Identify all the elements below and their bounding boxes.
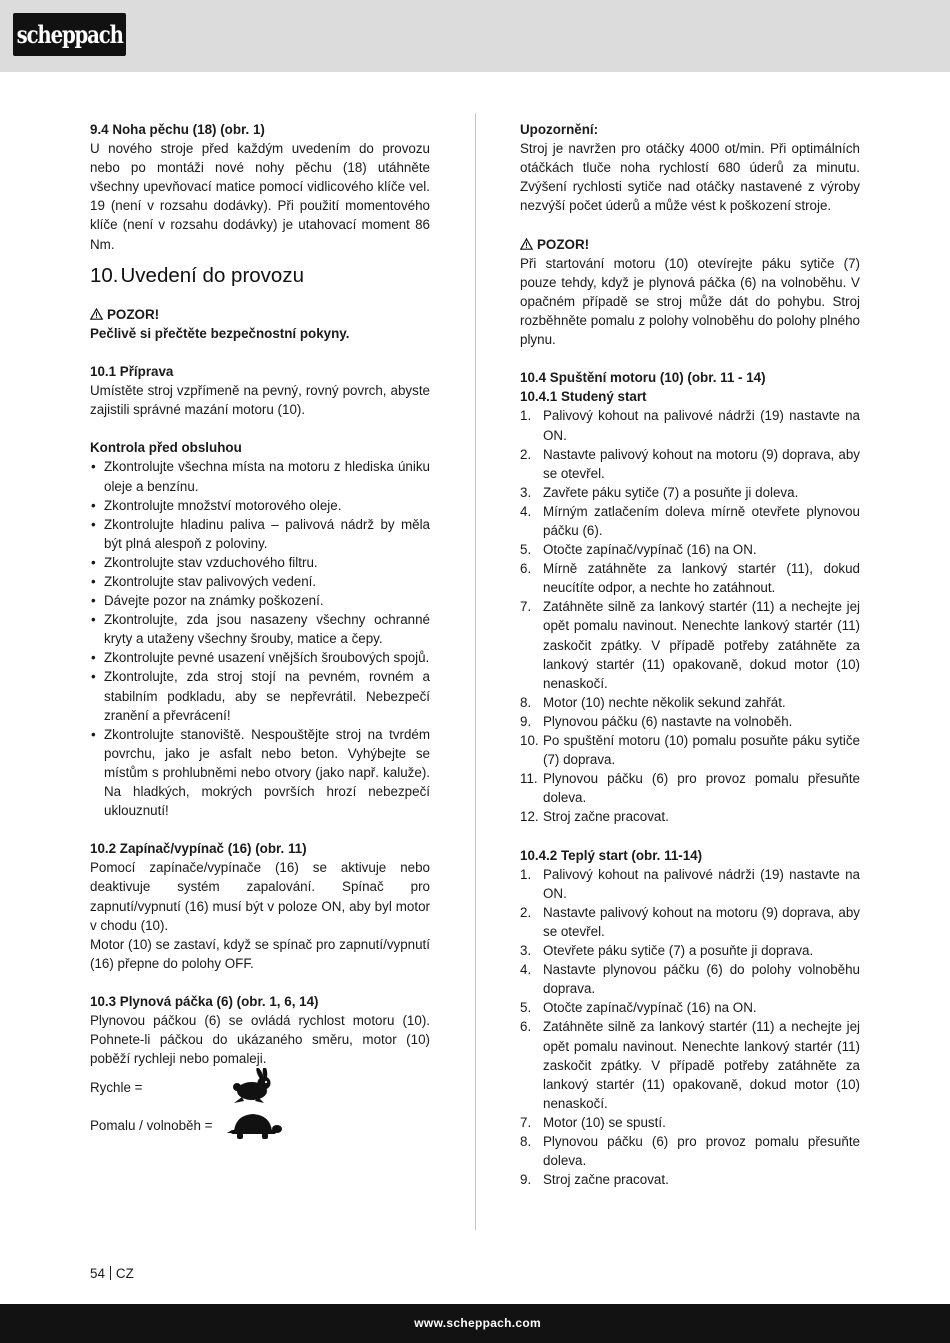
warm-start-steps [520, 865, 860, 1190]
list-item: 1. Palivový kohout na palivové nádrži (19) nastavte na ON. [520, 866, 860, 901]
warning-triangle-icon [90, 308, 103, 320]
fast-row [90, 1068, 430, 1106]
list-item: • Zkontrolujte, zda jsou nasazeny všechny ochranné kryty a utaženy všechny šrouby, matice a čepy. [90, 610, 430, 648]
list-item: • Zkontrolujte pevné usazení vnějších šroubových spojů. [90, 648, 430, 667]
warning-text-right: Při startování motoru (10) otevírejte páku sytiče (7) pouze tehdy, když je plynová páčka (6) na volnoběhu. V opačném případě se stroj může dát do pohybu. Stroj rozběhněte pomalu z polohy volnoběhu do polohy plného plynu. [520, 255, 860, 348]
header-band [0, 0, 950, 72]
page-number: 54 [90, 1266, 105, 1281]
section-heading-10-3: 10.3 Plynová páčka (6) (obr. 1, 6, 14) [90, 994, 319, 1010]
warning-title-right [520, 235, 860, 254]
warning-label: POZOR! [107, 306, 160, 322]
list-item: • Zkontrolujte množství motorového oleje. [90, 496, 430, 515]
list-item: • Zkontrolujte hladinu paliva – palivová nádrž by měla být plná alespoň z poloviny. [90, 515, 430, 553]
chapter-number: 10. [90, 263, 119, 287]
subsection-heading-10-4-1: 10.4.1 Studený start [520, 389, 647, 405]
warning-label-right: POZOR! [537, 236, 590, 252]
list-item: 3. Zavřete páku sytiče (7) a posuňte ji doleva. [520, 484, 799, 500]
warning-title [90, 305, 430, 324]
brand-logo [13, 13, 126, 56]
list-item: 3. Otevřete páku sytiče (7) a posuňte ji doprava. [520, 943, 814, 959]
column-divider [475, 113, 476, 1230]
list-item: • Zkontrolujte, zda stroj stojí na pevném, rovném a stabilním podkladu, aby se nepřevrátil. Nebezpečí zranění a převrácení! [90, 667, 430, 724]
right-column [520, 120, 860, 1189]
website-link[interactable]: www.scheppach.com [414, 1316, 541, 1330]
warning-text: Pečlivě si přečtěte bezpečnostní pokyny. [90, 325, 350, 341]
list-item: 7. Zatáhněte silně za lankový startér (11) a nechejte jej opět pomalu navinout. Nenechte lankový startér (11) zaskočit zpátky. V případě potřeby zatáhněte za lankový startér (11) opakovaně, dokud motor (10) nenaskočí. [520, 599, 860, 691]
list-item: 9. Plynovou páčku (6) nastavte na volnoběh. [520, 713, 793, 729]
section-text-10-2b: Motor (10) se zastaví, když se spínač pro zapnutí/vypnutí (16) přepne do polohy OFF. [90, 936, 430, 971]
turtle-icon [226, 1109, 282, 1141]
section-text-10-1: Umístěte stroj vzpřímeně na pevný, rovný povrch, abyste zajistili správné mazání motoru (10). [90, 383, 430, 418]
list-item: 7. Motor (10) se spustí. [520, 1114, 666, 1130]
list-item: • Zkontrolujte všechna místa na motoru z hlediska úniku oleje a benzínu. [90, 457, 430, 495]
list-item: 2. Nastavte palivový kohout na motoru (9) doprava, aby se otevřel. [520, 446, 860, 481]
section-text-9-4: U nového stroje před každým uvedením do provozu nebo po montáži nové nohy pěchu (18) utáhněte všechny upevňovací matice pomocí vidlicového klíče vel. 19 (není v rozsahu dodávky). Při použití momentového klíče (není v rozsahu dodávky) je utahovací moment 86 Nm. [90, 141, 430, 252]
section-heading-10-1: 10.1 Příprava [90, 363, 174, 379]
chapter-title-text: Uvedení do provozu [120, 263, 304, 287]
note-text: Stroj je navržen pro otáčky 4000 ot/min. Při optimálních otáčkách tluče noha rychlostí 680 úderů za minutu. Zvýšení rychlosti sytiče nad otáčky nastavené z výroby nezvýší počet úderů a může vést k poškození stroje. [520, 141, 860, 214]
section-text-10-3: Plynovou páčkou (6) se ovládá rychlost motoru (10). Pohnete-li páčkou do ukázaného směru, motor (10) poběží rychleji nebo pomaleji. [90, 1013, 430, 1067]
list-item: • Zkontrolujte stav palivových vedení. [90, 572, 430, 591]
list-item: • Zkontrolujte stanoviště. Nespouštějte stroj na tvrdém povrchu, jako je asfalt nebo beton. Vyhýbejte se místům s prohlubněmi nebo otvory (jako např. kaluže). Na hladkých, mokrých površích hrozí nebezpečí uklouznutí! [90, 725, 430, 820]
section-heading-10-4: 10.4 Spuštění motoru (10) (obr. 11 - 14) [520, 370, 766, 386]
subsection-heading-10-4-2: 10.4.2 Teplý start (obr. 11-14) [520, 847, 703, 863]
list-item: 11. Plynovou páčku (6) pro provoz pomalu přesuňte doleva. [520, 771, 860, 806]
check-heading: Kontrola před obsluhou [90, 440, 242, 456]
check-list [90, 457, 430, 820]
section-heading-10-2: 10.2 Zapínač/vypínač (16) (obr. 11) [90, 841, 307, 857]
list-item: 6. Zatáhněte silně za lankový startér (11) a nechejte jej opět pomalu navinout. Nenechte lankový startér (11) zaskočit zpátky. V případě potřeby zatáhněte za lankový startér (11) opakovaně, dokud motor (10) nenaskočí. [520, 1019, 860, 1111]
slow-row [90, 1106, 430, 1144]
cold-start-steps [520, 406, 860, 826]
section-text-10-2a: Pomocí zapínače/vypínače (16) se aktivuje nebo deaktivuje systém zapalování. Spínač pro zapnutí/vypnutí (16) musí být v poloze ON, aby byl motor v chodu (10). [90, 860, 430, 933]
footer-separator [110, 1266, 111, 1280]
list-item: 8. Motor (10) nechte několik sekund zahřát. [520, 694, 786, 710]
logo-text: scheppach [16, 20, 123, 49]
bottom-band [0, 1304, 950, 1343]
list-item: 6. Mírně zatáhněte za lankový startér (11), dokud neucítíte odpor, a nechte ho zatáhnout. [520, 561, 860, 596]
warning-triangle-icon [520, 238, 533, 250]
language-code: CZ [115, 1266, 134, 1281]
list-item: 9. Stroj začne pracovat. [520, 1172, 669, 1188]
list-item: 10. Po spuštění motoru (10) pomalu posuňte páku sytiče (7) doprava. [520, 733, 860, 768]
left-column [90, 120, 430, 1144]
list-item: 8. Plynovou páčku (6) pro provoz pomalu přesuňte doleva. [520, 1133, 860, 1169]
fast-label: Rychle = [90, 1079, 143, 1095]
list-item: • Zkontrolujte stav vzduchového filtru. [90, 553, 430, 572]
page-footer [90, 1266, 134, 1281]
list-item: 1. Palivový kohout na palivové nádrži (19) nastavte na ON. [520, 408, 860, 443]
section-heading-9-4: 9.4 Noha pěchu (18) (obr. 1) [90, 122, 265, 137]
list-item: 4. Nastavte plynovou páčku (6) do polohy volnoběhu doprava. [520, 962, 860, 997]
list-item: 4. Mírným zatlačením doleva mírně otevřete plynovou páčku (6). [520, 503, 860, 538]
list-item: 2. Nastavte palivový kohout na motoru (9) doprava, aby se otevřel. [520, 904, 860, 939]
list-item: 5. Otočte zapínač/vypínač (16) na ON. [520, 542, 757, 558]
list-item: • Dávejte pozor na známky poškození. [90, 591, 430, 610]
slow-label: Pomalu / volnoběh = [90, 1117, 213, 1133]
list-item: 5. Otočte zapínač/vypínač (16) na ON. [520, 1000, 757, 1016]
list-item: 12. Stroj začne pracovat. [520, 809, 669, 825]
rabbit-icon [230, 1068, 274, 1106]
chapter-title [90, 264, 430, 288]
note-heading: Upozornění: [520, 122, 599, 137]
